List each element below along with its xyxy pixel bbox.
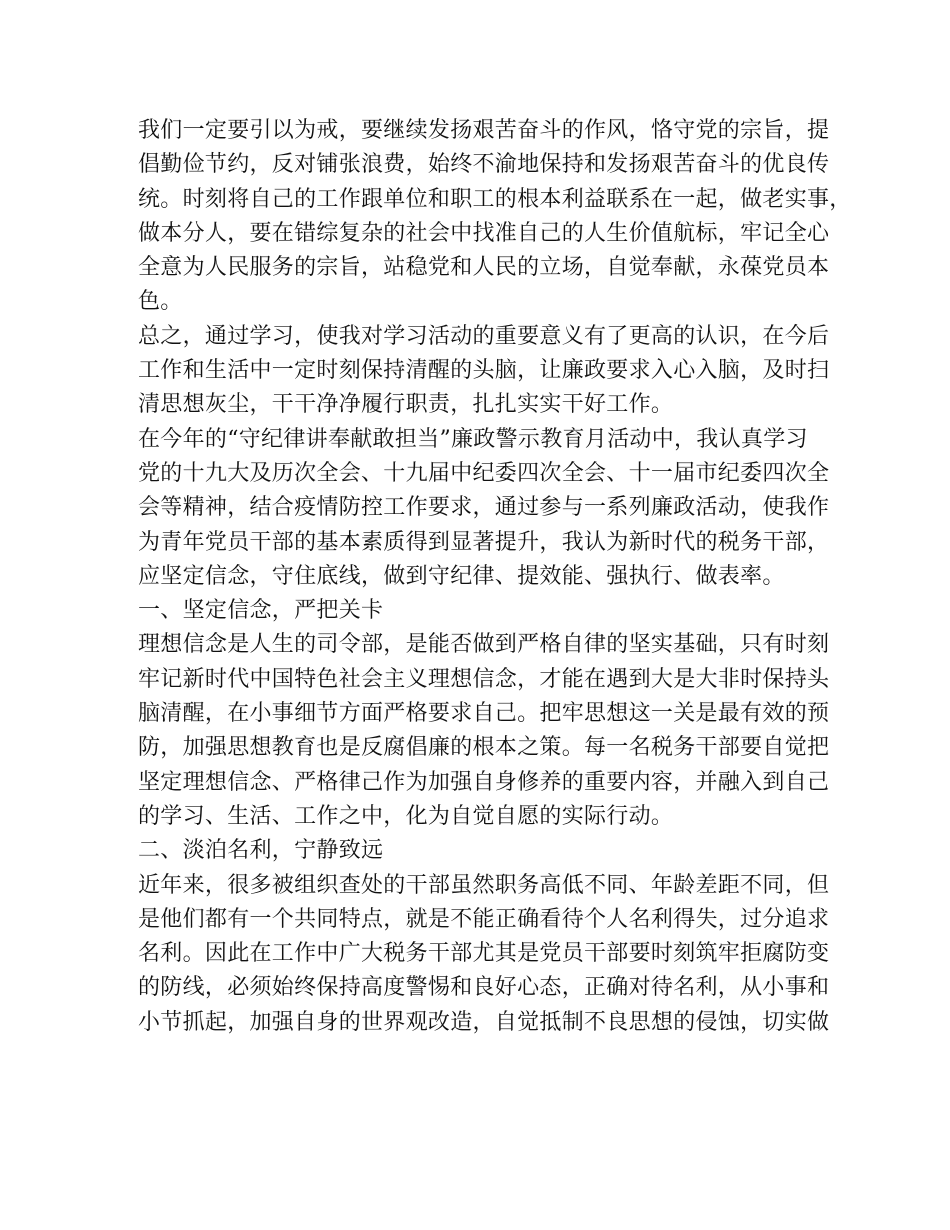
text-line: 倡勤俭节约，反对铺张浪费，始终不渝地保持和发扬艰苦奋斗的优良传 xyxy=(138,152,830,178)
text-line: 统。时刻将自己的工作跟单位和职工的根本利益联系在一起，做老实事， xyxy=(138,186,852,212)
text-line: 在今年的“守纪律讲奉献敢担当”廉政警示教育月活动中，我认真学习 xyxy=(138,426,808,452)
text-line: 名利。因此在工作中广大税务干部尤其是党员干部要时刻筑牢拒腐防变 xyxy=(138,941,830,967)
section-heading: 一、坚定信念，严把关卡 xyxy=(138,598,384,624)
text-line: 脑清醒，在小事细节方面严格要求自己。把牢思想这一关是最有效的预 xyxy=(138,701,830,727)
text-line: 近年来，很多被组织查处的干部虽然职务高低不同、年龄差距不同，但 xyxy=(138,872,830,898)
text-line: 牢记新时代中国特色社会主义理想信念，才能在遇到大是大非时保持头 xyxy=(138,666,830,692)
section-heading: 二、淡泊名利，宁静致远 xyxy=(138,838,384,864)
text-line: 的学习、生活、工作之中，化为自觉自愿的实际行动。 xyxy=(138,803,674,829)
text-line: 理想信念是人生的司令部，是能否做到严格自律的坚实基础，只有时刻 xyxy=(138,632,830,658)
text-line: 会等精神，结合疫情防控工作要求，通过参与一系列廉政活动，使我作 xyxy=(138,495,830,521)
text-line: 我们一定要引以为戒，要继续发扬艰苦奋斗的作风，恪守党的宗旨，提 xyxy=(138,118,830,143)
text-line: 全意为人民服务的宗旨，站稳党和人民的立场，自觉奉献，永葆党员本 xyxy=(138,255,830,281)
text-line: 色。 xyxy=(138,289,183,315)
text-line: 小节抓起，加强自身的世界观改造，自觉抵制不良思想的侵蚀，切实做 xyxy=(138,1009,830,1035)
text-line: 总之，通过学习，使我对学习活动的重要意义有了更高的认识，在今后 xyxy=(138,323,830,349)
text-line: 是他们都有一个共同特点，就是不能正确看待个人名利得失，过分追求 xyxy=(138,906,830,932)
text-line: 清思想灰尘，干干净净履行职责，扎扎实实干好工作。 xyxy=(138,392,674,418)
text-line: 为青年党员干部的基本素质得到显著提升，我认为新时代的税务干部， xyxy=(138,529,830,555)
text-line: 做本分人，要在错综复杂的社会中找准自己的人生价值航标，牢记全心 xyxy=(138,220,830,246)
text-line: 工作和生活中一定时刻保持清醒的头脑，让廉政要求入心入脑，及时扫 xyxy=(138,358,830,384)
text-line: 党的十九大及历次全会、十九届中纪委四次全会、十一届市纪委四次全 xyxy=(138,460,830,486)
text-line: 防，加强思想教育也是反腐倡廉的根本之策。每一名税务干部要自觉把 xyxy=(138,735,830,761)
document-body xyxy=(138,114,852,1040)
text-line: 坚定理想信念、严格律己作为加强自身修养的重要内容，并融入到自己 xyxy=(138,769,830,795)
text-line: 应坚定信念，守住底线，做到守纪律、提效能、强执行、做表率。 xyxy=(138,563,785,589)
text-line: 的防线，必须始终保持高度警惕和良好心态，正确对待名利，从小事和 xyxy=(138,975,830,1001)
